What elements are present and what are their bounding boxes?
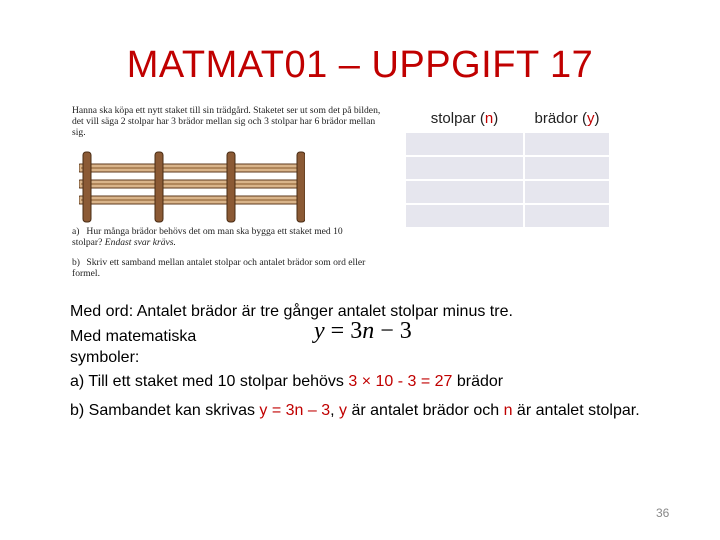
table-cell — [406, 133, 523, 155]
table-cell — [406, 205, 523, 227]
table-row — [406, 133, 609, 155]
table-header-row — [406, 105, 609, 131]
value-table — [404, 103, 611, 229]
table-header-bradol: brädor (y) — [525, 105, 609, 131]
answer-b-formula: y = 3n – 3 — [259, 402, 331, 419]
slide-title: MATMAT01 – UPPGIFT 17 — [126, 44, 594, 86]
task-question-a — [72, 226, 372, 248]
answer-a-calculation: 3 × 10 - 3 = 27 — [348, 373, 453, 390]
question-a-text: Hur många brädor behövs det om man ska bygga ett staket med 10 stolpar? — [72, 226, 343, 248]
task-scan — [70, 100, 400, 286]
question-b-label: b) — [72, 257, 80, 268]
table-cell — [406, 181, 523, 203]
fence-illustration — [79, 148, 305, 224]
task-intro: Hanna ska köpa ett nytt staket till sin trädgård. Staketet ser ut som det på bilden, det vill säga 2 stolpar har 3 brädor mellan sig och 3 stolpar har 6 brädor mellan sig. — [72, 105, 381, 138]
table-row — [406, 205, 609, 227]
answer-b: b) Sambandet kan skrivas y = 3n – 3, y är antalet brädor och n är antalet stolpar. — [70, 402, 640, 419]
table-row — [406, 181, 609, 203]
variable-n: n — [484, 109, 494, 127]
question-b-text: Skriv ett samband mellan antalet stolpar och antalet brädor som ord eller formel. — [72, 257, 366, 279]
table-cell — [525, 133, 609, 155]
answer-a: a) Till ett staket med 10 stolpar behövs 3 × 10 - 3 = 27 brädor — [70, 373, 504, 390]
answer-symbols-label-1: Med matematiska — [70, 328, 197, 345]
table-cell — [406, 157, 523, 179]
answer-b-var-y: y — [339, 402, 348, 419]
table-header-stolpar: stolpar (n) — [406, 105, 523, 131]
answer-b-var-n: n — [503, 402, 513, 419]
table-cell — [525, 157, 609, 179]
table-row — [406, 157, 609, 179]
question-a-label: a) — [72, 226, 80, 237]
table-cell — [525, 205, 609, 227]
answer-symbols-label-2: symboler: — [70, 349, 140, 366]
table-cell — [525, 181, 609, 203]
page-number: 36 — [656, 506, 670, 520]
answer-words: Med ord: Antalet brädor är tre gånger antalet stolpar minus tre. — [70, 303, 513, 320]
question-a-note: Endast svar krävs. — [104, 237, 176, 248]
task-question-b — [72, 257, 372, 279]
answer-formula: y = 3n − 3 — [314, 318, 412, 344]
variable-y: y — [587, 109, 595, 127]
